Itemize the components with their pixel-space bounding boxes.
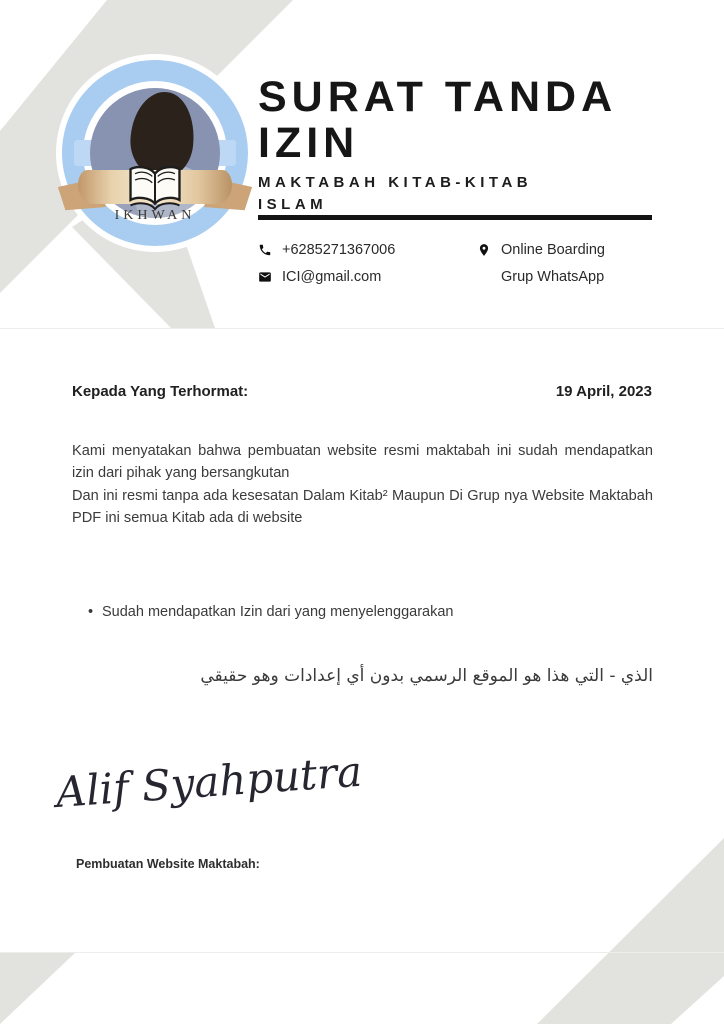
contact-column-1 xyxy=(258,236,395,290)
document-title-line2: IZIN xyxy=(258,119,360,167)
location-line1: Online Boarding xyxy=(501,241,605,258)
letter-body xyxy=(72,440,653,530)
phone-icon xyxy=(258,243,272,257)
location-row-2 xyxy=(477,263,605,290)
bullet-item xyxy=(88,604,453,620)
paragraph-1: Kami menyatakan bahwa pembuatan website resmi maktabah ini sudah mendapatkan izin dari pihak yang bersangkutan xyxy=(72,443,653,482)
phone-row xyxy=(258,236,395,263)
salutation: Kepada Yang Terhormat: xyxy=(72,383,249,400)
phone-number: +6285271367006 xyxy=(282,241,396,258)
salutation-row xyxy=(72,383,652,400)
contact-block xyxy=(258,236,652,292)
location-row xyxy=(477,236,605,263)
bullet-text: Sudah mendapatkan Izin dari yang menyelenggarakan xyxy=(102,604,454,620)
document-title-line1: SURAT TANDA xyxy=(258,73,618,121)
letter-date: 19 April, 2023 xyxy=(555,383,652,400)
arabic-note: الذي - التي هذا هو الموقع الرسمي بدون أي إعدادات وهو حقيقي xyxy=(200,666,653,686)
document-subtitle-line1: MAKTABAH KITAB-KITAB xyxy=(258,174,533,191)
envelope-icon xyxy=(258,270,272,284)
footer-divider-line xyxy=(0,952,724,953)
email-address: ICI@gmail.com xyxy=(282,268,382,285)
document-title xyxy=(258,74,617,166)
paragraph-2: Dan ini resmi tanpa ada kesesatan Dalam Kitab² Maupun Di Grup nya Website Maktabah PDF ini semua Kitab ada di website xyxy=(72,487,653,527)
brand-name: IKHWAN xyxy=(114,208,196,223)
contact-column-2 xyxy=(477,236,605,290)
location-pin-icon xyxy=(477,243,491,257)
header-divider-line xyxy=(0,328,724,329)
document-subtitle xyxy=(258,172,532,216)
handwritten-signature: Alif Syahputra xyxy=(54,746,364,817)
signature-role-label: Pembuatan Website Maktabah: xyxy=(76,857,260,871)
ikhwan-logo xyxy=(62,60,248,246)
document-subtitle-line2: ISLAM xyxy=(258,196,328,213)
header-rule xyxy=(258,215,652,220)
decor-bottom-right-band xyxy=(537,838,724,1024)
location-line2: Grup WhatsApp xyxy=(501,268,605,285)
email-row xyxy=(258,263,395,290)
decor-bottom-left-triangle xyxy=(0,952,76,1024)
